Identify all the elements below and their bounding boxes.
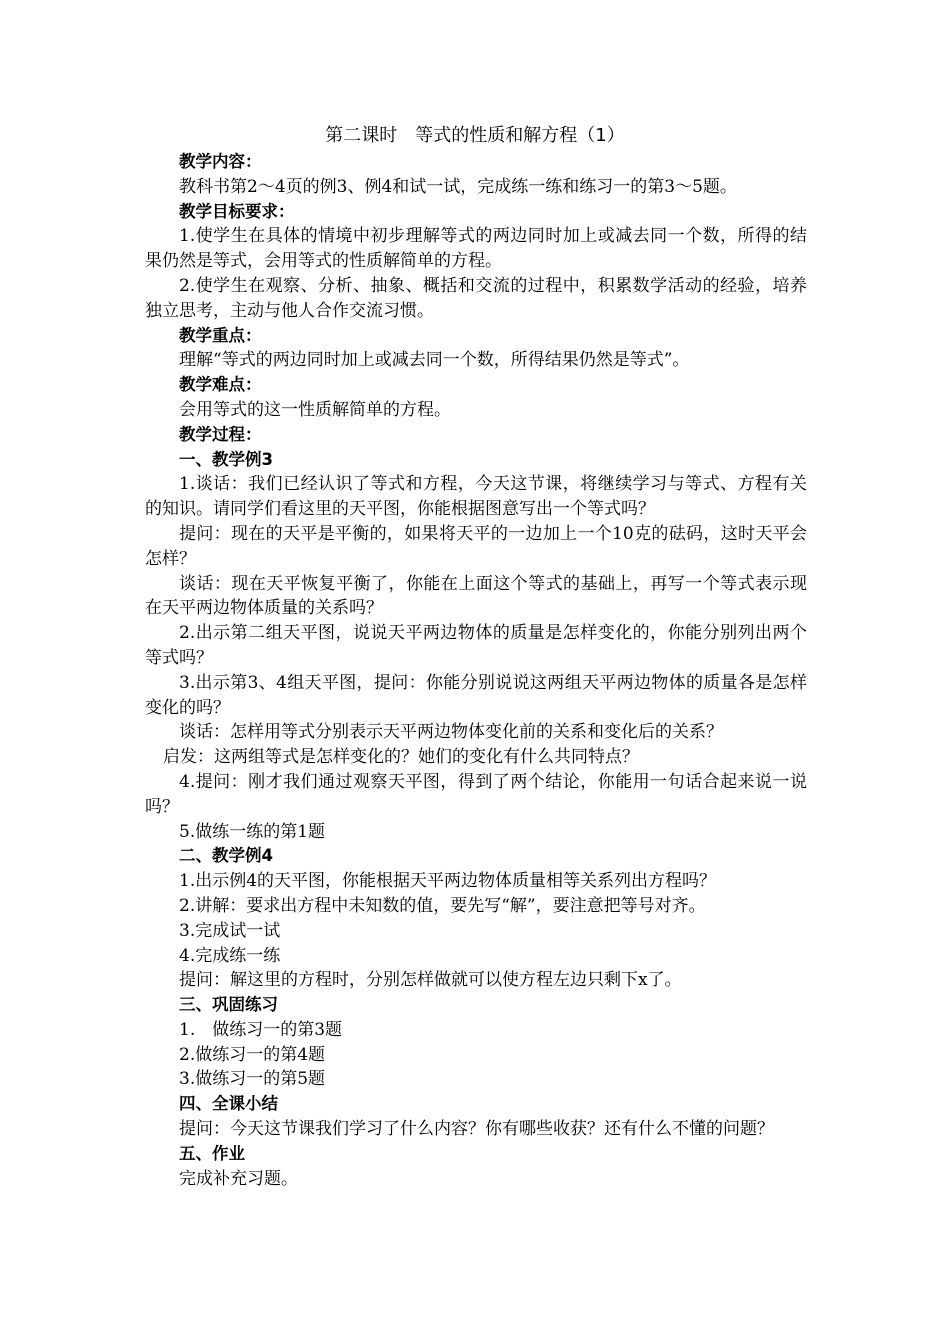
goal-item-2: 2.使学生在观察、分析、抽象、概括和交流的过程中，积累数学活动的经验，培养独立思考，主动与他人合作交流习惯。 xyxy=(145,275,807,321)
section-1-paragraph: 谈话：现在天平恢复平衡了，你能在上面这个等式的基础上，再写一个等式表示现在天平两边物体质量的关系吗？ xyxy=(145,573,807,619)
section-1-paragraph: 5.做练一练的第1题 xyxy=(179,821,326,842)
section-heading-2: 二、教学例4 xyxy=(179,846,273,866)
section-2-paragraph: 3.完成试一试 xyxy=(179,920,281,941)
section-3-paragraph: 2.做练习一的第4题 xyxy=(179,1044,326,1065)
section-1-paragraph: 提问：现在的天平是平衡的，如果将天平的一边加上一个10克的砝码，这时天平会怎样？ xyxy=(145,523,807,569)
difficult-point-text: 会用等式的这一性质解简单的方程。 xyxy=(179,399,451,420)
section-2-paragraph: 2.讲解：要求出方程中未知数的值，要先写“解”，要注意把等号对齐。 xyxy=(179,895,706,916)
section-heading-3: 三、巩固练习 xyxy=(179,995,278,1015)
section-3-paragraph: 1. 做练习一的第3题 xyxy=(179,1019,343,1040)
heading-teaching-content: 教学内容： xyxy=(179,152,262,171)
section-2-paragraph: 1.出示例4的天平图，你能根据天平两边物体质量相等关系列出方程吗？ xyxy=(179,871,717,892)
section-heading-4: 四、全课小结 xyxy=(179,1094,278,1114)
section-heading-5: 五、作业 xyxy=(179,1143,245,1163)
section-1-paragraph: 谈话：怎样用等式分别表示天平两边物体变化前的关系和变化后的关系？ xyxy=(179,722,723,743)
teaching-content-text: 教科书第2～4页的例3、例4和试一试，完成练一练和练习一的第3～5题。 xyxy=(179,176,737,197)
section-1-paragraph: 启发：这两组等式是怎样变化的？她们的变化有什么共同特点？ xyxy=(163,747,639,768)
section-2-paragraph: 4.完成练一练 xyxy=(179,945,281,966)
section-5-paragraph: 完成补充习题。 xyxy=(179,1168,298,1189)
document-body xyxy=(145,150,807,1191)
section-1-paragraph: 3.出示第3、4组天平图，提问：你能分别说说这两组天平两边物体的质量各是怎样变化的吗？ xyxy=(145,672,807,718)
heading-teaching-goals: 教学目标要求： xyxy=(179,201,295,221)
key-point-text: 理解“等式的两边同时加上或减去同一个数，所得结果仍然是等式”。 xyxy=(179,350,690,371)
section-heading-1: 一、教学例3 xyxy=(179,449,273,469)
heading-key-point: 教学重点： xyxy=(179,325,262,345)
heading-teaching-process: 教学过程： xyxy=(179,424,262,444)
goal-item-1: 1.使学生在具体的情境中初步理解等式的两边同时加上或减去同一个数，所得的结果仍然是等式，会用等式的性质解简单的方程。 xyxy=(145,226,807,272)
section-1-paragraph: 1.谈话：我们已经认识了等式和方程，今天这节课，将继续学习与等式、方程有关的知识。请同学们看这里的天平图，你能根据图意写出一个等式吗？ xyxy=(145,474,807,520)
section-1-paragraph: 2.出示第二组天平图，说说天平两边物体的质量是怎样变化的，你能分别列出两个等式吗？ xyxy=(145,623,807,668)
heading-difficult-point: 教学难点： xyxy=(179,375,262,395)
section-2-paragraph: 提问：解这里的方程时，分别怎样做就可以使方程左边只剩下x了。 xyxy=(179,970,682,991)
section-3-paragraph: 3.做练习一的第5题 xyxy=(179,1069,326,1090)
document-title: 第二课时 等式的性质和解方程（1） xyxy=(325,125,625,146)
section-1-paragraph: 4.提问：刚才我们通过观察天平图，得到了两个结论，你能用一句话合起来说一说吗？ xyxy=(145,771,807,817)
section-4-paragraph: 提问：今天这节课我们学习了什么内容？你有哪些收获？还有什么不懂的问题？ xyxy=(179,1119,774,1140)
